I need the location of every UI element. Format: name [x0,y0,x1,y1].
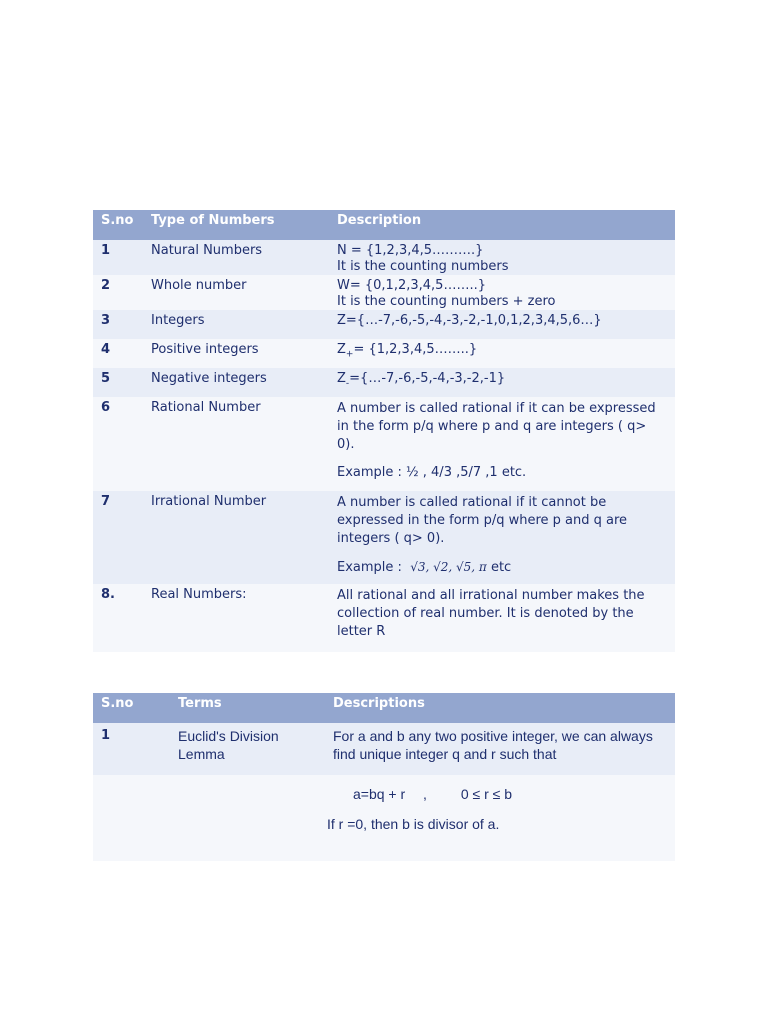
set-members: = {1,2,3,4,5……..} [353,342,478,357]
row-type: Integers [143,310,329,339]
table-row [93,584,675,652]
table-header-row [93,693,675,723]
row-type: Rational Number [143,397,329,491]
row-description [329,275,675,310]
row-description [329,339,675,368]
divisor-note: If r =0, then b is divisor of a. [327,816,500,832]
table-row [93,275,675,310]
example-text: Example : ½ , 4/3 ,5/7 ,1 etc. [337,465,527,480]
row-sno: 4 [93,339,143,368]
formula-separator: , [423,786,427,802]
row-description [329,397,675,491]
header-description: Description [329,210,675,240]
header-type: Type of Numbers [143,210,329,240]
header-terms: Terms [170,693,325,723]
division-formula [333,786,667,802]
row-sno: 2 [93,275,143,310]
header-descriptions: Descriptions [325,693,675,723]
example-text [337,558,667,577]
description-line: It is the counting numbers [337,259,509,274]
row-type: Real Numbers: [143,584,329,652]
row-sno: 1 [93,240,143,275]
row-description [329,491,675,584]
table-row [93,240,675,275]
table-row [93,723,675,775]
header-sno: S.no [93,693,170,723]
description-line: It is the counting numbers + zero [337,294,556,309]
description-line: W= {0,1,2,3,4,5……..} [337,278,486,293]
table-row [93,310,675,339]
table-row [93,491,675,584]
row-description [329,368,675,397]
row-sno: 5 [93,368,143,397]
row-description: For a and b any two positive integer, we can always find unique integer q and r such that [325,723,675,775]
set-members: ={…-7,-6,-5,-4,-3,-2,-1} [349,371,506,386]
set-subscript: + [345,349,354,360]
table-row [93,368,675,397]
row-sno: 6 [93,397,143,491]
row-description: Z={…-7,-6,-5,-4,-3,-2,-1,0,1,2,3,4,5,6…} [329,310,675,339]
definition-text: All rational and all irrational number makes the collection of real number. It is denoted by the letter R [337,588,645,639]
set-subscript: - [345,378,350,389]
row-type: Natural Numbers [143,240,329,275]
table-row [93,775,675,861]
set-symbol: Z [337,342,346,357]
set-symbol: Z [337,371,346,386]
example-tail: etc [490,560,512,575]
row-sno: 8. [93,584,143,652]
row-type: Whole number [143,275,329,310]
table-row [93,397,675,491]
empty-cell [93,775,170,861]
row-sno: 3 [93,310,143,339]
row-type: Irrational Number [143,491,329,584]
row-description [329,584,675,652]
definition-text: A number is called rational if it cannot be expressed in the form p/q where p and q are integers ( q> 0). [337,495,628,546]
row-sno: 1 [93,723,170,775]
row-term: Euclid's Division Lemma [170,723,325,775]
formula-right: 0 ≤ r ≤ b [460,786,512,802]
formula-left: a=bq + r [353,786,406,802]
number-types-table [93,210,675,652]
row-sno: 7 [93,491,143,584]
euclid-lemma-table [93,693,675,861]
example-label: Example : [337,560,402,575]
example-math: √3, √2, √5, π [410,560,487,574]
row-description [329,240,675,275]
formula-cell [325,775,675,861]
empty-cell [170,775,325,861]
definition-text: A number is called rational if it can be expressed in the form p/q where p and q are integers ( q> 0). [337,401,656,452]
row-type: Negative integers [143,368,329,397]
row-type: Positive integers [143,339,329,368]
header-sno: S.no [93,210,143,240]
description-line: N = {1,2,3,4,5……….} [337,243,484,258]
table-row [93,339,675,368]
table-header-row [93,210,675,240]
